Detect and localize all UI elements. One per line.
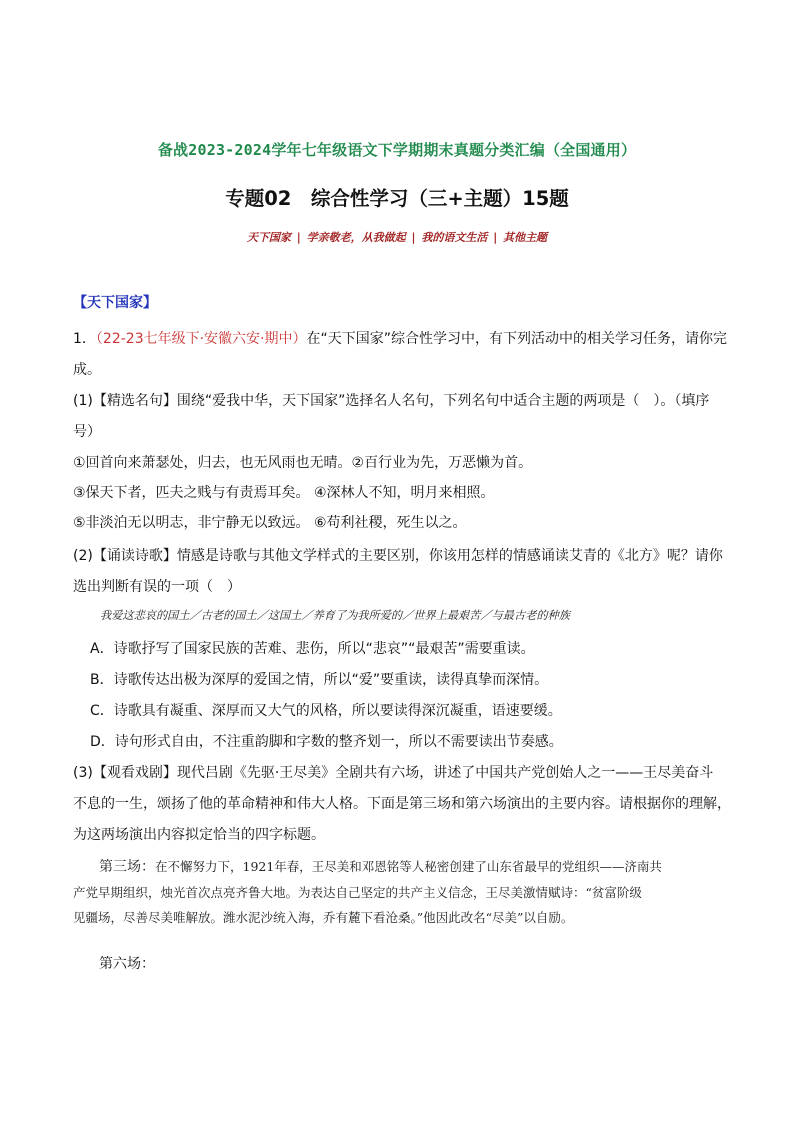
quote-option-row: ①回首向来萧瑟处，归去，也无风雨也无晴。②百行业为先，万恶懒为首。	[73, 455, 533, 471]
scene-text: 见疆场，尽善尽美唯解放。潍水泥沙统入海，乔有麓下看沧桑。”他因此改名“尽美”以自励。	[73, 910, 574, 925]
scene6-label: 第六场：	[99, 956, 155, 972]
part1-prompt	[73, 386, 733, 448]
subtopic-item: 学亲敬老，从我做起	[306, 231, 406, 244]
choice-d: D．诗句形式自由，不注重韵脚和字数的整齐划一，所以不需要读出节奏感。	[90, 734, 563, 750]
scene-label: 第三场：	[99, 859, 155, 875]
subtopic-separator: |	[493, 231, 498, 244]
scene-text: 产党早期组织，烛光首次点亮齐鲁大地。为表达自己坚定的共产主义信念，王尽美激情赋诗：“贫富阶级	[73, 885, 642, 900]
quote-options	[73, 448, 733, 538]
subtopic-separator: |	[411, 231, 416, 244]
part-text: 现代吕剧《先驱·王尽美》全剧共有六场，讲述了中国共产党创始人之一——王尽美奋斗	[176, 765, 714, 781]
choice-b: B．诗歌传达出极为深厚的爱国之情，所以“爱”要重读，读得真挚而深情。	[90, 672, 549, 688]
subtopic-separator: |	[296, 231, 301, 244]
part2-prompt	[73, 541, 733, 603]
part-tag: 【诵读诗歌】	[92, 548, 177, 564]
part-tag: 【精选名句】	[92, 393, 177, 409]
question-stem-line: 成。	[73, 362, 101, 378]
part-text: 不息的一生，颂扬了他的革命精神和伟大人格。下面是第三场和第六场演出的主要内容。请根据你的理解，	[73, 796, 731, 812]
question-source: （22-23七年级下·安徽六安·期中）	[95, 331, 307, 347]
choice-c: C．诗歌具有凝重、深厚而又大气的风格，所以要读得深沉凝重，语速要缓。	[90, 703, 562, 719]
part-text: 选出判断有误的一项（ ）	[73, 579, 241, 595]
part-tag: 【观看戏剧】	[92, 765, 177, 781]
subtopic-item: 其他主题	[503, 231, 548, 244]
question-stem-line: 在“天下国家”综合性学习中，有下列活动中的相关学习任务，请你完	[306, 331, 728, 347]
subtopic-item: 天下国家	[246, 231, 291, 244]
topic-title: 专题02 综合性学习（三+主题）15题	[225, 187, 569, 210]
scene-text: 在不懈努力下，1921年春，王尽美和邓恩铭等人秘密创建了山东省最早的党组织——济南共	[155, 859, 662, 874]
section-heading: 【天下国家】	[73, 295, 157, 311]
answer-choices	[90, 634, 730, 758]
question-number: 1．	[73, 331, 96, 347]
poem-excerpt: 我爱这悲哀的国土／古老的国土／这国土／养育了为我所爱的／世界上最艰苦／与最古老的种族	[100, 609, 570, 622]
part-text: 为这两场演出内容拟定恰当的四字标题。	[73, 827, 325, 843]
part-label: (2)	[73, 548, 93, 564]
part-text: 号）	[73, 424, 101, 440]
part3-prompt	[73, 758, 733, 851]
subtopic-bar	[0, 229, 794, 245]
question-stem	[73, 324, 733, 386]
part-text: 情感是诗歌与其他文学样式的主要区别，你该用怎样的情感诵读艾青的《北方》呢？请你	[176, 548, 723, 564]
part-label: (3)	[73, 765, 93, 781]
choice-a: A．诗歌抒写了国家民族的苦难、悲伤，所以“悲哀”“最艰苦”需要重读。	[90, 641, 535, 657]
part-text: 围绕“爱我中华，天下国家”选择名人名句，下列名句中适合主题的两项是（ ）。（填序	[176, 393, 710, 409]
part-label: (1)	[73, 393, 93, 409]
subtopic-item: 我的语文生活	[421, 231, 488, 244]
scene3-description	[73, 854, 733, 930]
quote-option-row: ③保天下者，匹夫之贱与有责焉耳矣。 ④深林人不知，明月来相照。	[73, 485, 495, 501]
series-title: 备战2023-2024学年七年级语文下学期期末真题分类汇编（全国通用）	[157, 141, 637, 159]
quote-option-row: ⑤非淡泊无以明志，非宁静无以致远。 ⑥苟利社稷，死生以之。	[73, 515, 467, 531]
